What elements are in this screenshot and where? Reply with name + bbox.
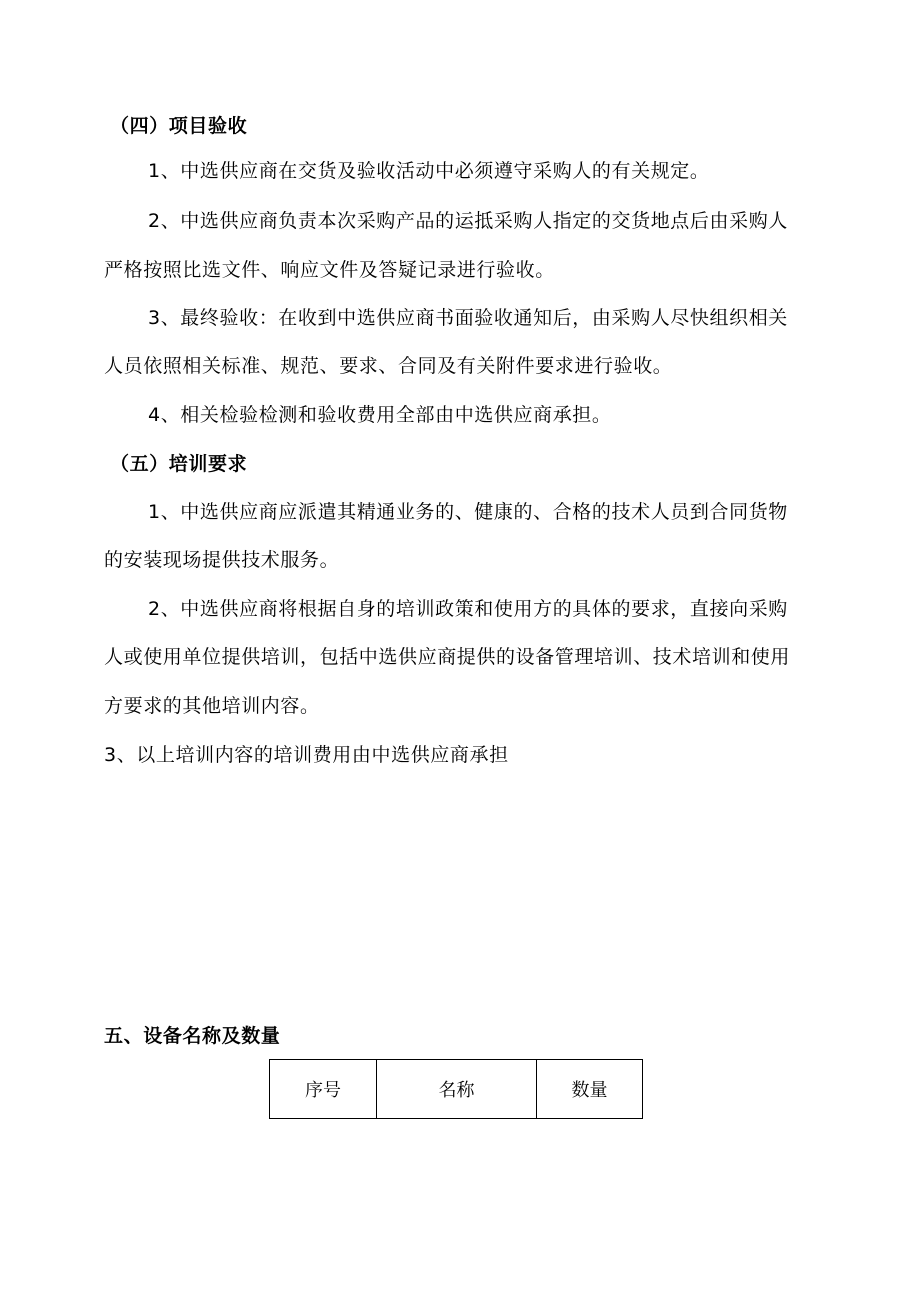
section-4-item-1: 1、中选供应商在交货及验收活动中必须遵守采购人的有关规定。 bbox=[148, 160, 710, 182]
table-header-row bbox=[270, 1060, 643, 1119]
section-4-item-2-line-2: 严格按照比选文件、响应文件及答疑记录进行验收。 bbox=[104, 259, 555, 281]
header-cell-name: 名称 bbox=[377, 1060, 537, 1119]
section-5-item-2-line-1: 2、中选供应商将根据自身的培训政策和使用方的具体的要求，直接向采购 bbox=[148, 598, 788, 620]
section-4-item-3-line-1: 3、最终验收：在收到中选供应商书面验收通知后，由采购人尽快组织相关 bbox=[148, 307, 788, 329]
section-5-item-2-line-2: 人或使用单位提供培训，包括中选供应商提供的设备管理培训、技术培训和使用 bbox=[104, 646, 791, 668]
section-5-item-1-line-1: 1、中选供应商应派遣其精通业务的、健康的、合格的技术人员到合同货物 bbox=[148, 501, 788, 523]
equipment-heading: 五、设备名称及数量 bbox=[104, 1025, 281, 1047]
header-cell-quantity: 数量 bbox=[537, 1060, 643, 1119]
section-5-item-1-line-2: 的安装现场提供技术服务。 bbox=[104, 549, 340, 571]
section-5-item-2-line-3: 方要求的其他培训内容。 bbox=[104, 695, 320, 717]
section-4-item-4: 4、相关检验检测和验收费用全部由中选供应商承担。 bbox=[148, 404, 612, 426]
section-4-item-3-line-2: 人员依照相关标准、规范、要求、合同及有关附件要求进行验收。 bbox=[104, 355, 673, 377]
section-5-heading: （五）培训要求 bbox=[110, 453, 248, 475]
equipment-table bbox=[269, 1059, 643, 1119]
section-4-item-2-line-1: 2、中选供应商负责本次采购产品的运抵采购人指定的交货地点后由采购人 bbox=[148, 210, 788, 232]
header-cell-index: 序号 bbox=[270, 1060, 377, 1119]
section-4-heading: （四）项目验收 bbox=[110, 115, 248, 137]
section-5-item-3: 3、以上培训内容的培训费用由中选供应商承担 bbox=[104, 744, 509, 766]
